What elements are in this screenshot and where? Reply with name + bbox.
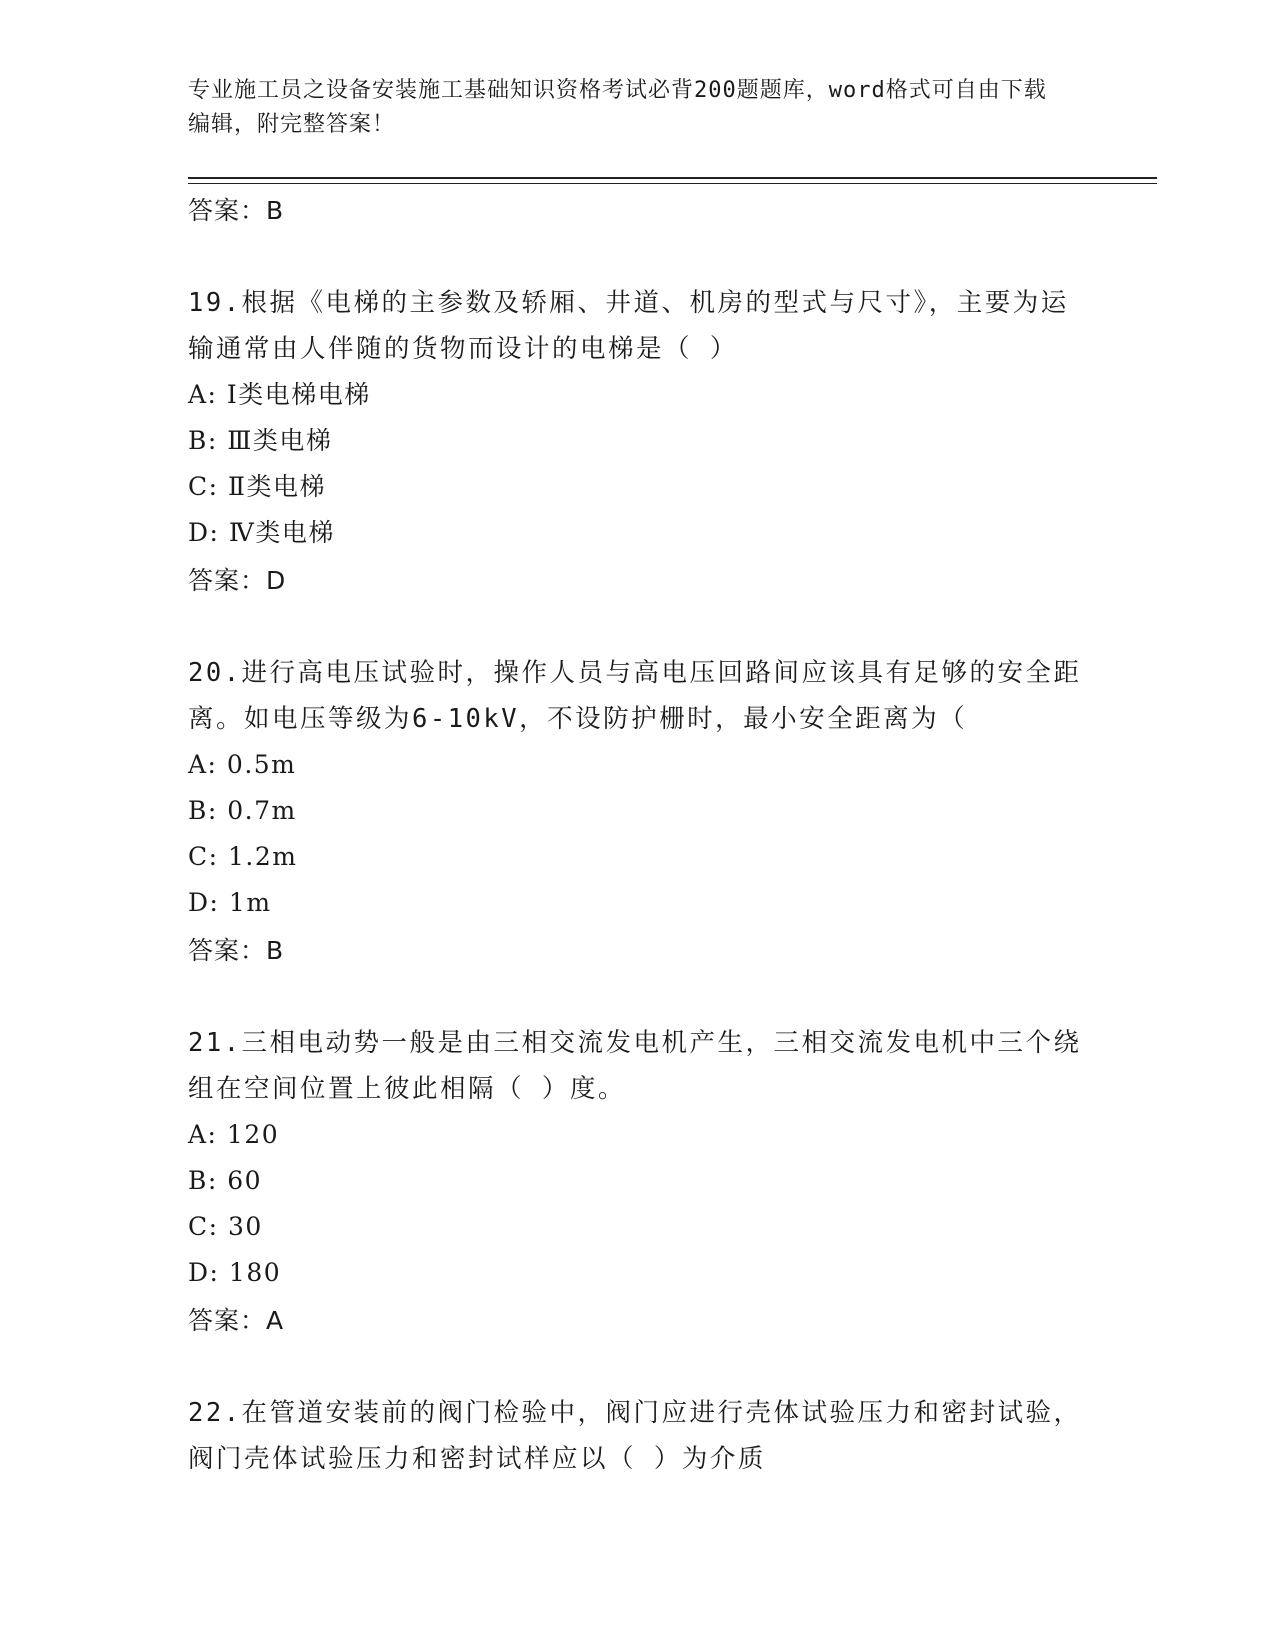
option-d: D: Ⅳ类电梯 [188, 518, 335, 547]
option-c: C: 30 [188, 1212, 263, 1241]
header-divider-thick [188, 177, 1157, 179]
option-a: A: 120 [188, 1120, 280, 1149]
header-divider-thin [188, 183, 1157, 184]
option-d: D: 1m [188, 888, 272, 917]
question-text: 21.三相电动势一般是由三相交流发电机产生，三相交流发电机中三个绕组在空间位置上彼此相隔（ ）度。 [188, 1028, 1082, 1104]
answer-line: 答案：B [188, 196, 285, 225]
question-19 [188, 280, 1088, 606]
document-header: 专业施工员之设备安装施工基础知识资格考试必背200题题库，word格式可自由下载编辑，附完整答案！ [188, 78, 1047, 137]
answer-line: 答案：B [188, 936, 285, 965]
option-a: A: 0.5m [188, 750, 297, 779]
answer-line: 答案：A [188, 1306, 285, 1335]
answer-line: 答案：D [188, 566, 287, 595]
question-20 [188, 650, 1088, 976]
question-text: 19.根据《电梯的主参数及轿厢、井道、机房的型式与尺寸》，主要为运输通常由人伴随的货物而设计的电梯是（ ） [188, 288, 1069, 364]
option-a: A: Ⅰ类电梯电梯 [188, 380, 371, 409]
question-text: 22.在管道安装前的阀门检验中，阀门应进行壳体试验压力和密封试验，阀门壳体试验压力和密封试样应以（ ）为介质 [188, 1398, 1082, 1474]
option-d: D: 180 [188, 1258, 282, 1287]
question-22 [188, 1390, 1088, 1482]
option-b: B: Ⅲ类电梯 [188, 426, 333, 455]
option-b: B: 0.7m [188, 796, 297, 825]
document-body [188, 186, 1088, 1482]
option-c: C: 1.2m [188, 842, 298, 871]
question-text: 20.进行高电压试验时，操作人员与高电压回路间应该具有足够的安全距离。如电压等级为6-10kV，不设防护栅时，最小安全距离为（ [188, 658, 1082, 734]
option-c: C: Ⅱ类电梯 [188, 472, 326, 501]
question-21 [188, 1020, 1088, 1346]
option-b: B: 60 [188, 1166, 263, 1195]
